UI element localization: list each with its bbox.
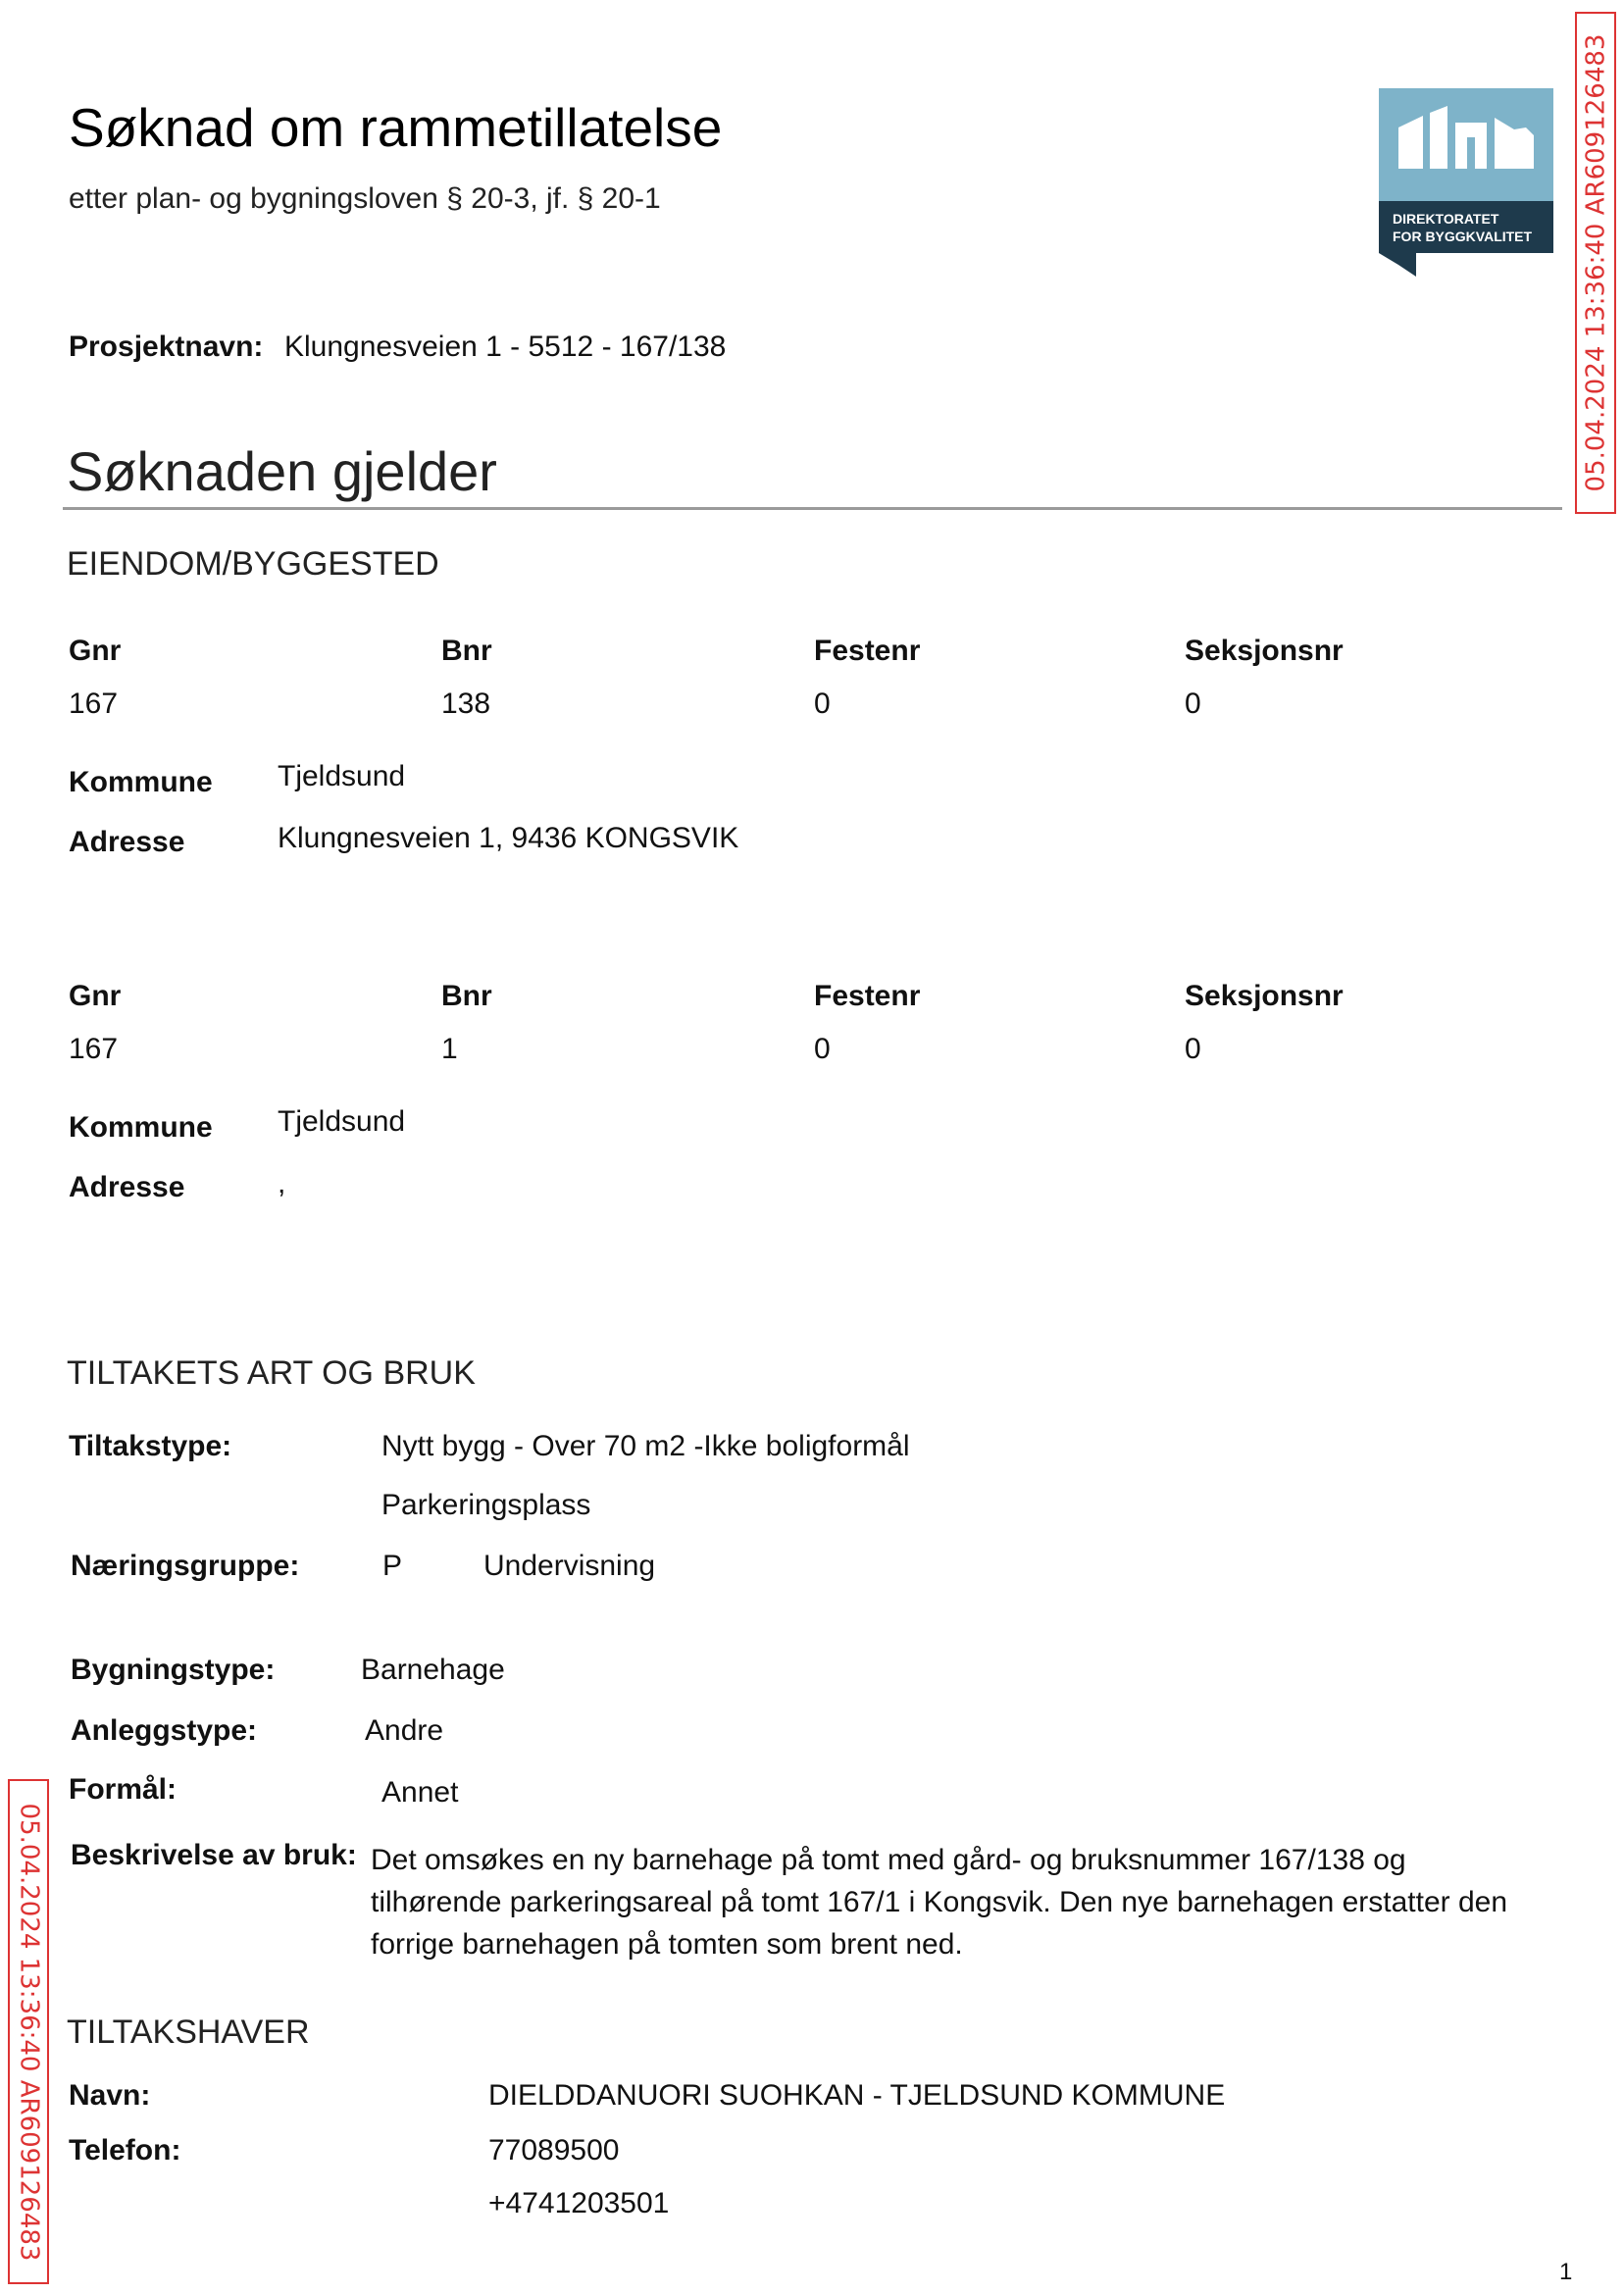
- bnr-label: Bnr: [441, 635, 492, 667]
- adresse-value: Klungnesveien 1, 9436 KONGSVIK: [278, 822, 739, 854]
- beskrivelse-line: Det omsøkes en ny barnehage på tomt med gård- og bruksnummer 167/138 og: [371, 1844, 1406, 1876]
- date-stamp-side: [8, 1779, 49, 2284]
- date-stamp-top: [1575, 12, 1616, 514]
- dibk-logo-graphic: [1379, 88, 1553, 277]
- seksjonsnr-value: 0: [1185, 688, 1201, 720]
- formal-label: Formål:: [69, 1773, 178, 1806]
- gnr-value: 167: [69, 1033, 119, 1065]
- tiltak-heading: TILTAKETS ART OG BRUK: [67, 1354, 476, 1392]
- bnr-label: Bnr: [441, 980, 492, 1012]
- page-number: 1: [1559, 2259, 1573, 2285]
- festenr-value: 0: [814, 688, 831, 720]
- bygningstype-value: Barnehage: [361, 1654, 505, 1686]
- tiltakshaver-heading: TILTAKSHAVER: [67, 2014, 310, 2051]
- telefon-value: 77089500: [488, 2134, 620, 2167]
- dibk-logo: [1379, 88, 1553, 277]
- section-title: Søknaden gjelder: [67, 440, 497, 502]
- tiltakstype-value: Nytt bygg - Over 70 m2 -Ikke boligformål: [381, 1430, 910, 1462]
- kommune-value: Tjeldsund: [278, 760, 406, 792]
- festenr-label: Festenr: [814, 635, 921, 667]
- seksjonsnr-label: Seksjonsnr: [1185, 980, 1344, 1012]
- gnr-label: Gnr: [69, 635, 122, 667]
- navn-label: Navn:: [69, 2079, 151, 2112]
- anleggstype-value: Andre: [365, 1714, 444, 1747]
- logo-line1: DIREKTORATET: [1393, 211, 1499, 227]
- document-title: Søknad om rammetillatelse: [69, 97, 723, 158]
- logo-line2: FOR BYGGKVALITET: [1393, 229, 1533, 244]
- project-value: Klungnesveien 1 - 5512 - 167/138: [284, 331, 727, 363]
- tiltakstype-label: Tiltakstype:: [69, 1430, 232, 1462]
- date-stamp-side-text: 05.04.2024 13:36:40 AR609126483: [14, 1803, 43, 2261]
- property-heading: EIENDOM/BYGGESTED: [67, 545, 439, 583]
- beskrivelse-label: Beskrivelse av bruk:: [71, 1839, 357, 1871]
- project-label: Prosjektnavn:: [69, 331, 264, 363]
- bygningstype-label: Bygningstype:: [71, 1654, 276, 1686]
- festenr-value: 0: [814, 1033, 831, 1065]
- document-subtitle: etter plan- og bygningsloven § 20-3, jf. § 20-1: [69, 182, 661, 215]
- beskrivelse-text: [371, 1839, 1548, 1965]
- naeringsgruppe-code: P: [382, 1550, 403, 1582]
- kommune-label: Kommune: [69, 1111, 213, 1144]
- adresse-value: ,: [278, 1167, 286, 1199]
- festenr-label: Festenr: [814, 980, 921, 1012]
- bnr-value: 1: [441, 1033, 458, 1065]
- kommune-label: Kommune: [69, 766, 213, 798]
- seksjonsnr-label: Seksjonsnr: [1185, 635, 1344, 667]
- bnr-value: 138: [441, 688, 491, 720]
- telefon-value: +4741203501: [488, 2187, 670, 2219]
- date-stamp-top-text: 05.04.2024 13:36:40 AR609126483: [1581, 33, 1610, 492]
- adresse-label: Adresse: [69, 1171, 185, 1203]
- gnr-label: Gnr: [69, 980, 122, 1012]
- seksjonsnr-value: 0: [1185, 1033, 1201, 1065]
- adresse-label: Adresse: [69, 826, 185, 858]
- kommune-value: Tjeldsund: [278, 1105, 406, 1138]
- formal-value: Annet: [381, 1776, 459, 1809]
- naeringsgruppe-name: Undervisning: [483, 1550, 656, 1582]
- section-divider: [63, 507, 1562, 510]
- beskrivelse-line: tilhørende parkeringsareal på tomt 167/1 i Kongsvik. Den nye barnehagen erstatter den: [371, 1886, 1508, 1918]
- tiltakstype-value: Parkeringsplass: [381, 1489, 591, 1521]
- anleggstype-label: Anleggstype:: [71, 1714, 258, 1747]
- navn-value: DIELDDANUORI SUOHKAN - TJELDSUND KOMMUNE: [488, 2079, 1226, 2112]
- gnr-value: 167: [69, 688, 119, 720]
- naeringsgruppe-label: Næringsgruppe:: [71, 1550, 300, 1582]
- telefon-label: Telefon:: [69, 2134, 181, 2167]
- beskrivelse-line: forrige barnehagen på tomten som brent ned.: [371, 1928, 963, 1961]
